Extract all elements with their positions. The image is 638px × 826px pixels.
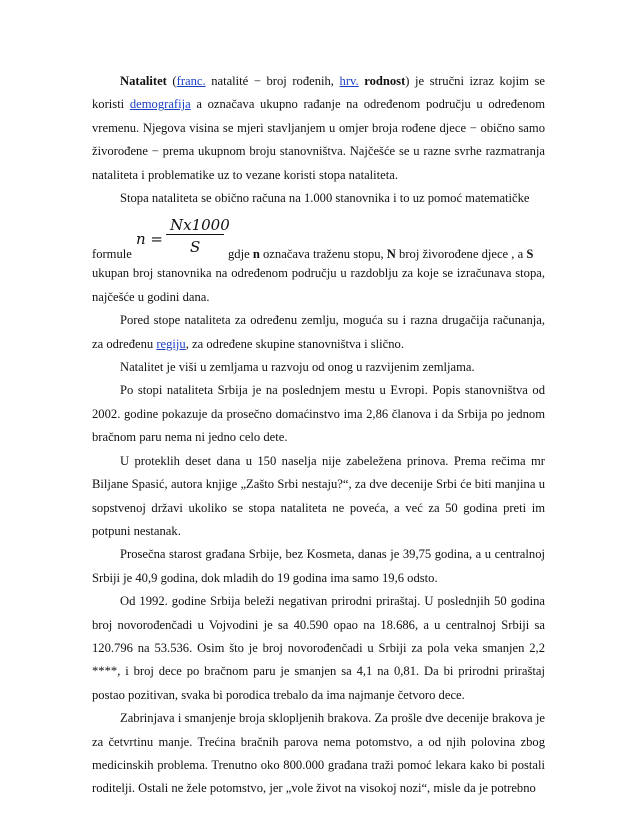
paragraph-prirastaj: Od 1992. godine Srbija beleži negativan prirodni priraštaj. U poslednjih 50 godina broj novorođenčadi u Vojvodini je sa 40.590 opao na 18.686, a u centralnoj Srbiji sa 120.796 na 53.536. Osim što je broj novorođenčadi u Srbiji za pola veka smanjen 2,2 ****, i broj dece po bračnom paru je smanjen sa 4,1 na 0,81. Da bi prirodni priraštaj postao pozitivan, svaka bi porodica trebalo da ima najmanje četvoro dece. <box>92 594 545 702</box>
paragraph-regija <box>92 309 545 356</box>
link-demografija[interactable]: demografija <box>129 97 191 112</box>
paragraph-razvoj: Natalitet je viši u zemljama u razvoju od onog u razvijenim zemljama. <box>120 360 475 375</box>
text: gdje <box>228 247 253 262</box>
link-regija[interactable]: regiju <box>156 336 186 351</box>
text: , za određene skupine stanovništva i slično. <box>185 336 404 351</box>
var-n: n <box>252 247 260 262</box>
paragraph-prinova: U proteklih deset dana u 150 naselja nije zabeležena prinova. Prema rečima mr Biljane Spasić, autora knjige „Zašto Srbi nestaju?“, za dve decenije Srbi će biti manjina u sopstvenoj državi ukoliko se stopa nataliteta ne poveća, a već za 50 godina preti im potpuni nestanak. <box>92 453 545 538</box>
var-S: S <box>526 247 534 262</box>
text: a označava ukupno rađanje na određenom području u određenom vremenu. Njegova visina se mjeri stavljanjem u omjer broja rođene djece − obično samo živorođene − prema ukupnom broju stanovništva. Najčešće se u razne svrhe razmatranja nataliteta i problematike uz to vezane koristi stopa nataliteta. <box>92 97 546 182</box>
paragraph-starost: Prosečna starost građana Srbije, bez Kosmeta, danas je 39,75 godina, a u centralnoj Srbiji je 40,9 godina, dok mladih do 19 godina ima samo 19,6 odsto. <box>92 547 545 585</box>
term-natalitet: Natalitet <box>120 74 167 88</box>
formula-label: formule <box>92 247 132 262</box>
var-N: N <box>386 247 396 262</box>
text: ) je stručni izraz kojim se koristi <box>92 74 545 112</box>
paragraph-evropa: Po stopi nataliteta Srbija je na poslednjem mestu u Evropi. Popis stanovništva od 2002. godine pokazuje da prosečno domaćinstvo ima 2,86 članova i da Srbija po jednom bračnom paru nema ni jedno celo dete. <box>92 383 545 445</box>
term-rodnost: rodnost <box>358 74 406 88</box>
paragraph-formula-cont: ukupan broj stanovnika na određenom području u razdoblju za koje se izračunava stopa, najčešće u godini dana. <box>92 266 545 304</box>
formula-denominator: S <box>190 238 201 257</box>
text: označava traženu stopu, <box>259 247 387 262</box>
text: ( <box>166 74 177 88</box>
paragraph-intro <box>92 70 545 187</box>
formula-explanation <box>228 243 545 266</box>
link-franc[interactable]: franc. <box>176 74 206 88</box>
paragraph-stopa: Stopa nataliteta se obično računa na 1.000 stanovnika i to uz pomoć matematičke <box>120 191 530 206</box>
text: broj živorođene djece , a <box>395 247 527 262</box>
formula-row <box>92 212 545 274</box>
link-hrv[interactable]: hrv. <box>339 74 359 88</box>
paragraph-brakovi: Zabrinjava i smanjenje broja sklopljenih brakova. Za prošle dve decenije brakova je za četvrtinu manje. Trećina bračnih parova nema potomstvo, a od njih polovina zbog medicinskih problema. Trenutno oko 800.000 građana traži pomoć lekara kako bi postali roditelji. Ostali ne žele potomstvo, jer „vole život na visokoj nozi“, misle da je potrebno <box>92 711 545 796</box>
fraction-bar <box>166 234 224 235</box>
formula-lhs: n = <box>136 230 163 249</box>
formula-numerator: Nx1000 <box>170 216 230 235</box>
text: natalité − broj rođenih, <box>205 74 340 88</box>
document-body <box>92 70 545 801</box>
text: Pored stope nataliteta za određenu zemlju, moguća su i razna drugačija računanja, za određenu <box>92 313 545 351</box>
